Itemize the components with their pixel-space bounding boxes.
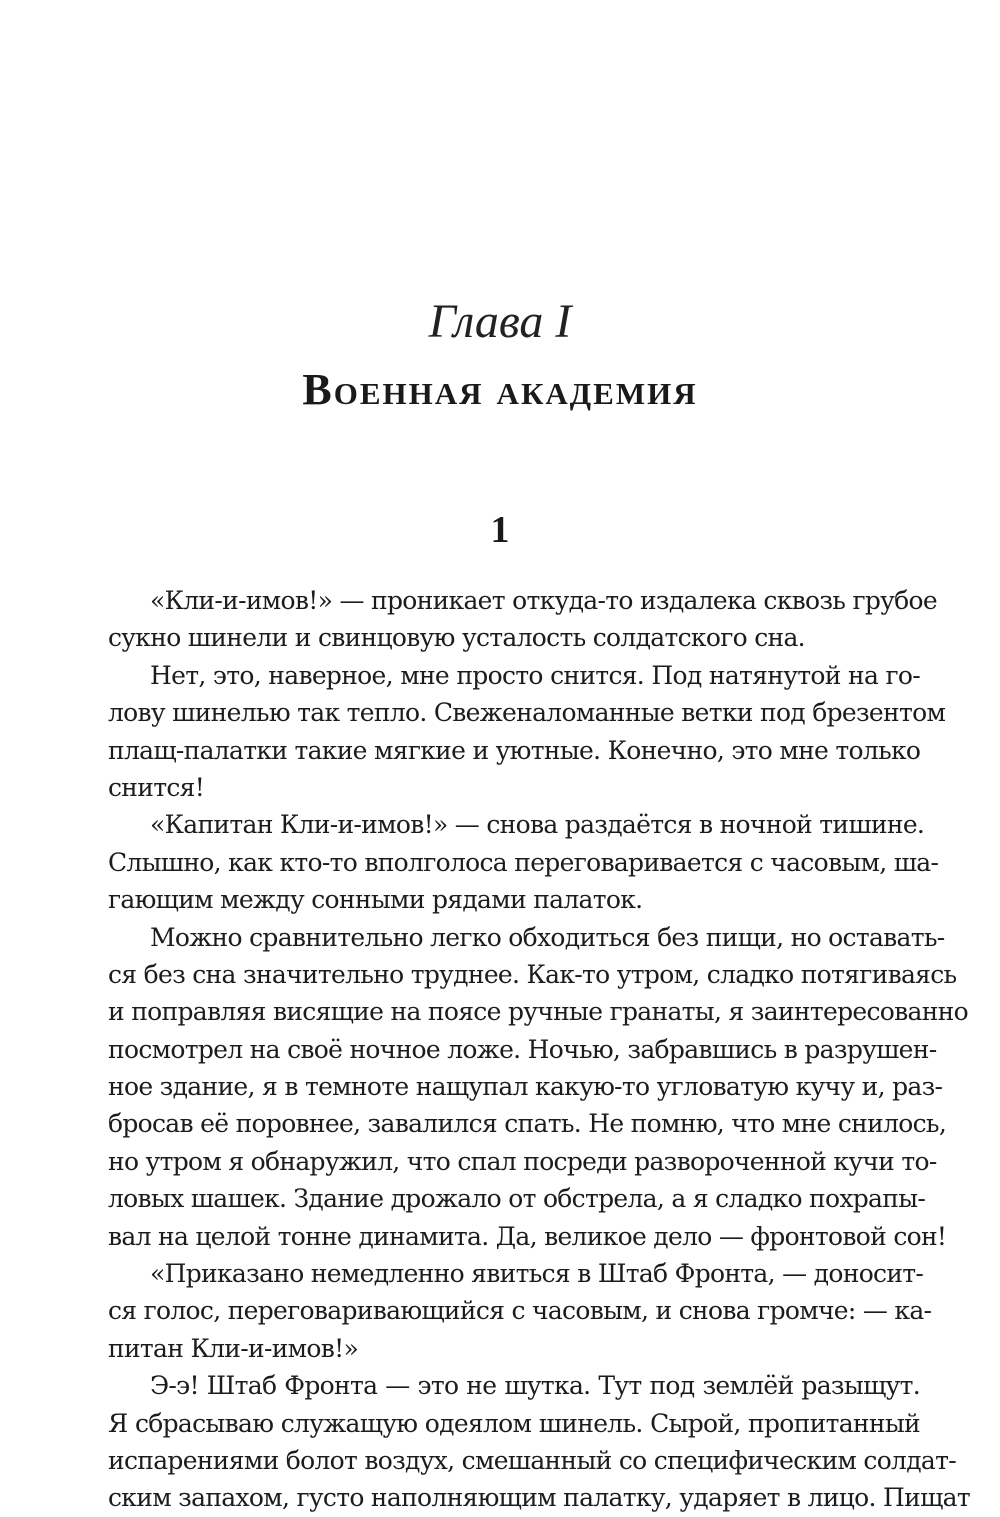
- text-line: ся без сна значительно труднее. Как-то утром, сладко потягиваясь: [108, 959, 957, 989]
- text-line: ное здание, я в темноте нащупал какую-то угловатую кучу и, раз-: [108, 1072, 943, 1102]
- text-line: Нет, это, наверное, мне просто снится. Под натянутой на го-: [150, 660, 920, 690]
- text-line: «Приказано немедленно явиться в Штаб Фронта, — доносит-: [150, 1259, 924, 1289]
- text-line: ся голос, переговаривающийся с часовым, и снова громче: — ка-: [108, 1296, 932, 1326]
- chapter-label: Глава I: [428, 295, 572, 348]
- text-line: лову шинелью так тепло. Свеженаломанные ветки под брезентом: [108, 698, 946, 728]
- body-text: [108, 582, 970, 1517]
- text-line: Можно сравнительно легко обходиться без пищи, но оставать-: [150, 922, 945, 952]
- text-line: посмотрел на своё ночное ложе. Ночью, забравшись в разрушен-: [108, 1034, 937, 1064]
- text-line: Я сбрасываю служащую одеялом шинель. Сырой, пропитанный: [108, 1408, 920, 1438]
- text-line: гающим между сонными рядами палаток.: [108, 885, 643, 915]
- text-line: но утром я обнаружил, что спал посреди развороченной кучи то-: [108, 1146, 937, 1176]
- text-line: снится!: [108, 772, 205, 802]
- text-line: плащ-палатки такие мягкие и уютные. Конечно, это мне только: [108, 735, 921, 765]
- chapter-title: Военная академия: [302, 365, 698, 414]
- text-line: ловых шашек. Здание дрожало от обстрела, а я сладко похрапы-: [108, 1184, 926, 1214]
- section-number: 1: [490, 509, 510, 551]
- text-line: «Кли-и-имов!» — проникает откуда-то издалека сквозь грубое: [150, 586, 937, 615]
- text-line: питан Кли-и-имов!»: [108, 1333, 359, 1363]
- text-line: вал на целой тонне динамита. Да, великое дело — фронтовой сон!: [108, 1221, 947, 1251]
- text-line: ским запахом, густо наполняющим палатку, ударяет в лицо. Пищат: [108, 1483, 970, 1513]
- text-line: испарениями болот воздух, смешанный со специфическим солдат-: [108, 1445, 957, 1475]
- text-line: «Капитан Кли-и-имов!» — снова раздаётся в ночной тишине.: [150, 810, 925, 840]
- text-line: Слышно, как кто-то вполголоса переговаривается с часовым, ша-: [108, 847, 939, 877]
- text-line: и поправляя висящие на поясе ручные гранаты, я заинтересованно: [108, 997, 968, 1027]
- text-line: сукно шинели и свинцовую усталость солдатского сна.: [108, 623, 805, 653]
- text-line: бросав её поровнее, завалился спать. Не помню, что мне снилось,: [108, 1109, 947, 1139]
- text-line: Э-э! Штаб Фронта — это не шутка. Тут под землёй разыщут.: [150, 1371, 920, 1401]
